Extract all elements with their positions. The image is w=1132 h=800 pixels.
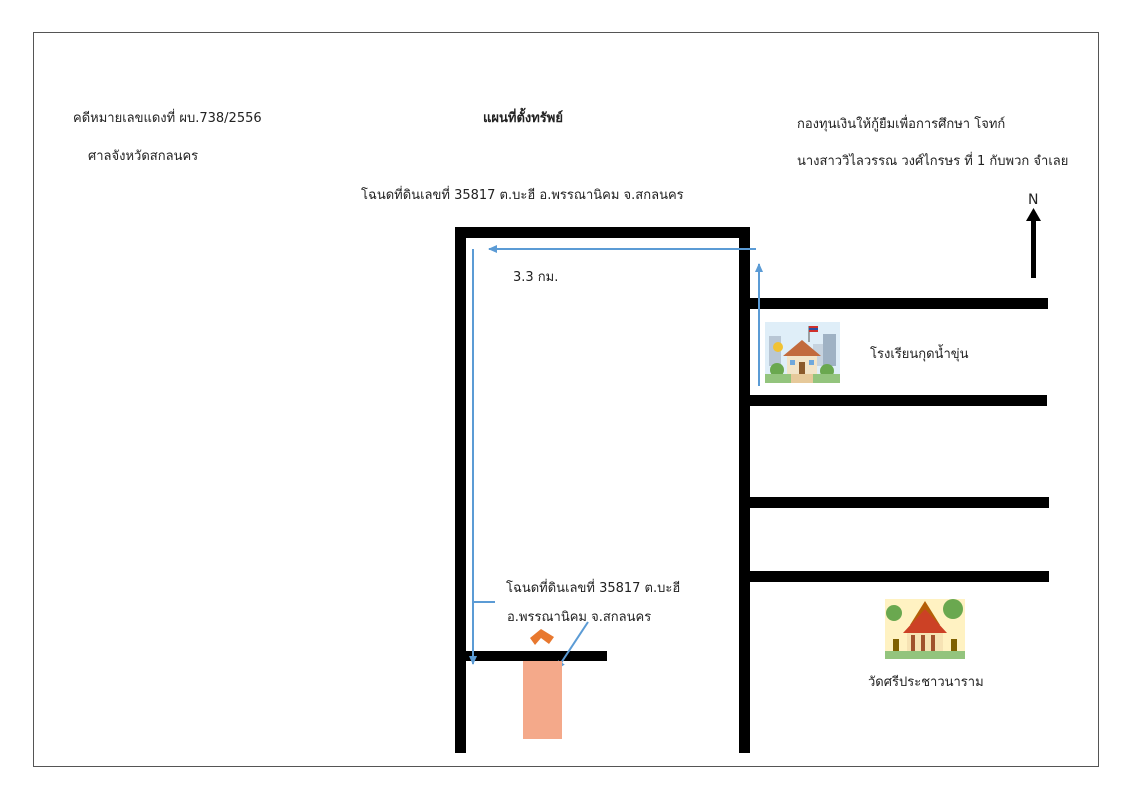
north-label: N — [1028, 192, 1039, 208]
deed-subtitle: โฉนดที่ดินเลขที่ 35817 ต.บะฮี อ.พรรณานิคม จ.สกลนคร — [361, 188, 684, 203]
plot-marker-icon — [530, 629, 554, 645]
temple-icon — [885, 599, 965, 659]
school-label: โรงเรียนกุดน้ำขุ่น — [870, 347, 969, 362]
distance-label: 3.3 กม. — [513, 270, 559, 285]
road-top — [455, 227, 750, 238]
north-arrow-icon — [1026, 208, 1041, 278]
road-branch-4 — [739, 571, 1049, 582]
defendant: นางสาววิไลวรรณ วงศ์ไกรษร ที่ 1 กับพวก จำเลย — [797, 154, 1069, 169]
plaintiff: กองทุนเงินให้กู้ยืมเพื่อการศึกษา โจทก์ — [797, 117, 1006, 132]
plot-label-line2: อ.พรรณานิคม จ.สกลนคร — [507, 610, 652, 625]
road-left-vertical — [455, 227, 466, 753]
road-branch-2 — [739, 395, 1047, 406]
route-path — [473, 249, 759, 669]
road-branch-3 — [739, 497, 1049, 508]
plot-label-line1: โฉนดที่ดินเลขที่ 35817 ต.บะฮี — [506, 581, 681, 596]
map-title: แผนที่ตั้งทรัพย์ — [483, 111, 563, 126]
plot-rectangle — [523, 661, 562, 739]
temple-label: วัดศรีประชาวนาราม — [868, 675, 984, 690]
road-plot-access — [466, 651, 607, 661]
court-name: ศาลจังหวัดสกลนคร — [88, 149, 199, 164]
case-number: คดีหมายเลขแดงที่ ผบ.738/2556 — [73, 111, 262, 126]
road-branch-1 — [739, 298, 1048, 309]
school-icon — [765, 322, 840, 383]
